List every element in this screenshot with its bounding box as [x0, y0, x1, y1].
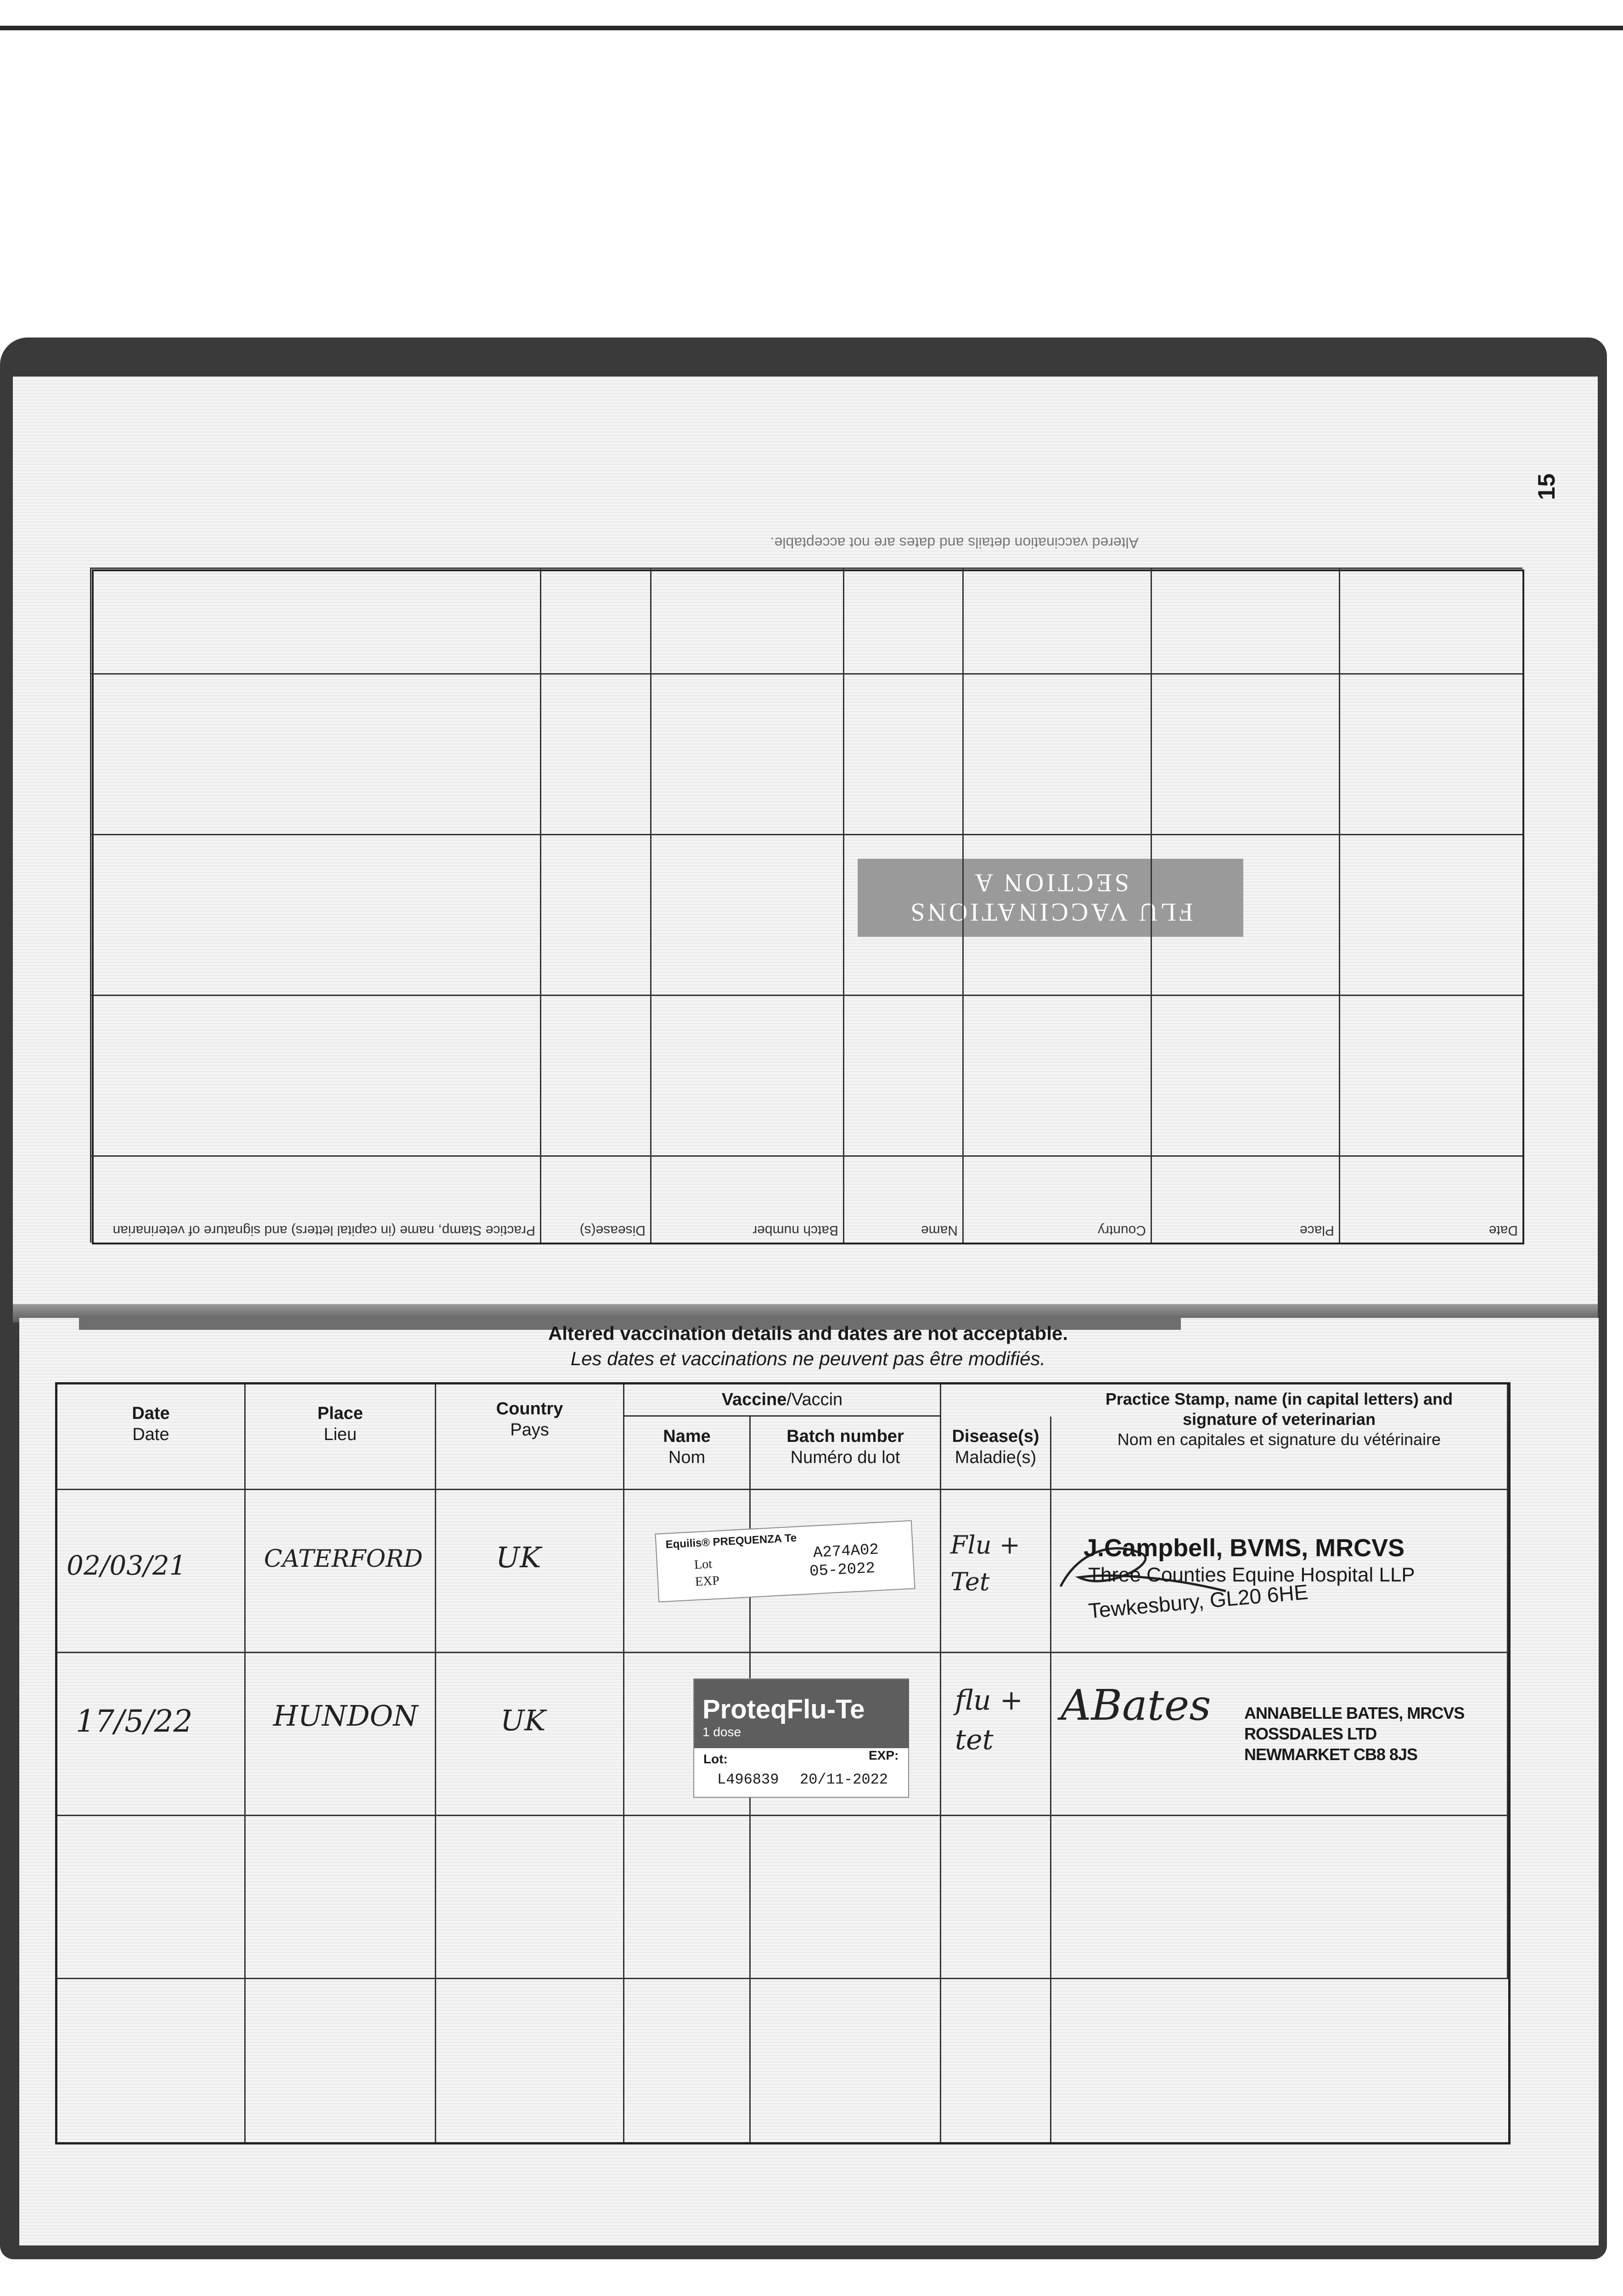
- row1-label-lot: A274A02: [813, 1541, 879, 1562]
- row3-place-cell: [246, 1816, 436, 1979]
- notice-english: Altered vaccination details and dates are not acceptable.: [548, 1322, 1068, 1344]
- row2-date: 17/5/22: [76, 1704, 193, 1739]
- header-vaccine: [624, 1384, 941, 1417]
- row4-stamp-cell: [1051, 1979, 1508, 2142]
- row2-label-lot-caption: Lot:: [703, 1752, 728, 1766]
- row4-place-cell: [246, 1979, 436, 2142]
- header-date-en: Date: [132, 1404, 170, 1423]
- page-number: 15: [1533, 473, 1560, 500]
- row3-date-cell: [57, 1816, 246, 1979]
- header-date-fr: Date: [132, 1425, 169, 1444]
- header-stamp-fr: Nom en capitales et signature du vétérinaire: [1117, 1430, 1441, 1449]
- upper-vaccination-grid: [92, 569, 1524, 1244]
- inverted-page-content: [13, 377, 1598, 1313]
- row4-disease-cell: [941, 1979, 1051, 2142]
- row1-vaccine-label: [655, 1520, 915, 1602]
- row4-batch-cell: [751, 1979, 941, 2142]
- upper-header-country: Country: [962, 1155, 1151, 1243]
- row1-country-cell: [436, 1490, 624, 1653]
- row4-country-cell: [436, 1979, 624, 2142]
- header-country-fr: Pays: [510, 1420, 549, 1440]
- row3-name-cell: [624, 1816, 751, 1979]
- top-page: [13, 377, 1598, 1313]
- header-place-fr: Lieu: [324, 1425, 357, 1444]
- header-disease-en: Disease(s): [952, 1427, 1039, 1446]
- upper-header-date: Date: [1339, 1155, 1522, 1243]
- header-name-fr: Nom: [668, 1448, 706, 1467]
- header-stamp: [1051, 1384, 1508, 1490]
- header-date: [57, 1384, 246, 1490]
- row1-disease: Flu + Tet: [950, 1531, 1020, 1596]
- row2-stamp-line2: ROSSDALES LTD: [1244, 1724, 1377, 1743]
- row2-label-exp: 20/11-2022: [800, 1771, 888, 1788]
- row2-place-cell: [246, 1653, 436, 1816]
- row1-label-exp-caption: EXP: [695, 1573, 720, 1589]
- upper-header-place: Place: [1151, 1155, 1339, 1243]
- header-country-en: Country: [496, 1399, 563, 1418]
- row4-date-cell: [57, 1979, 246, 2142]
- row2-label-lot: L496839: [717, 1771, 779, 1788]
- row2-place: HUNDON: [273, 1699, 418, 1733]
- row2-disease-cell: [941, 1653, 1051, 1816]
- row2-country: UK: [500, 1704, 546, 1737]
- header-name: [624, 1417, 751, 1490]
- row3-country-cell: [436, 1816, 624, 1979]
- row1-stamp-line2: Three Counties Equine Hospital LLP: [1088, 1564, 1415, 1586]
- row3-disease-cell: [941, 1816, 1051, 1979]
- header-place: [246, 1384, 436, 1490]
- row2-label-brand: ProteqFlu-Te: [702, 1694, 865, 1724]
- section-title-line1: FLU VACCINATIONS: [908, 898, 1193, 926]
- row1-country: UK: [496, 1541, 541, 1574]
- row2-label-brand-box: [694, 1679, 909, 1748]
- header-country: [436, 1384, 624, 1490]
- upper-notice: Altered vaccination details and dates are not acceptable.: [770, 535, 1139, 551]
- section-title-line2: SECTION A: [972, 868, 1129, 897]
- row1-disease-cell: [941, 1490, 1051, 1653]
- vaccination-table: [55, 1382, 1511, 2144]
- header-batch: [751, 1417, 941, 1490]
- row1-stamp-line1: J.Campbell, BVMS, MRCVS: [1084, 1534, 1405, 1562]
- header-vaccine-en: Vaccine: [721, 1390, 787, 1409]
- scanner-edge-line: [0, 26, 1623, 30]
- header-batch-fr: Numéro du lot: [790, 1448, 900, 1467]
- row2-disease: flu + tet: [955, 1684, 1023, 1756]
- row2-stamp-cell: [1051, 1653, 1508, 1816]
- row4-name-cell: [624, 1979, 751, 2142]
- upper-header-batch: Batch number: [650, 1155, 843, 1243]
- header-stamp-en: Practice Stamp, name (in capital letters) and signature of veterinarian: [1105, 1390, 1453, 1429]
- row1-label-lot-caption: Lot: [694, 1557, 713, 1572]
- header-name-en: Name: [663, 1427, 711, 1446]
- upper-header-disease: Disease(s): [540, 1155, 650, 1243]
- row2-signature: ABates: [1061, 1681, 1211, 1730]
- row1-label-exp: 05-2022: [809, 1559, 876, 1581]
- row1-stamp-line3: Tewkesbury, GL20 6HE: [1087, 1580, 1309, 1623]
- upper-header-name: Name: [843, 1155, 962, 1243]
- row1-date: 02/03/21: [67, 1550, 186, 1581]
- row2-stamp-line3: NEWMARKET CB8 8JS: [1244, 1745, 1418, 1764]
- row2-country-cell: [436, 1653, 624, 1816]
- header-batch-en: Batch number: [786, 1427, 904, 1446]
- row1-place-cell: [246, 1490, 436, 1653]
- row1-date-cell: [57, 1490, 246, 1653]
- row3-batch-cell: [751, 1816, 941, 1979]
- row1-place: CATERFORD: [264, 1545, 423, 1573]
- row2-label-exp-caption: EXP:: [869, 1748, 899, 1762]
- row1-label-brand: Equilis® PREQUENZA Te: [665, 1531, 797, 1551]
- notice-french: Les dates et vaccinations ne peuvent pas être modifiés.: [570, 1348, 1046, 1369]
- row2-label-dose: 1 dose: [702, 1725, 741, 1739]
- row2-stamp-line1: ANNABELLE BATES, MRCVS: [1244, 1704, 1465, 1722]
- upper-header-stamp: Practice Stamp, name (in capital letters) and signature of veterinarian: [90, 1155, 540, 1243]
- row2-date-cell: [57, 1653, 246, 1816]
- header-place-en: Place: [317, 1404, 363, 1423]
- row3-stamp-cell: [1051, 1816, 1508, 1979]
- row2-vaccine-label: [693, 1678, 909, 1798]
- header-vaccine-fr: /Vaccin: [786, 1390, 843, 1409]
- header-disease-fr: Maladie(s): [955, 1448, 1037, 1467]
- header-disease: [941, 1417, 1051, 1490]
- row1-stamp-cell: [1051, 1490, 1508, 1653]
